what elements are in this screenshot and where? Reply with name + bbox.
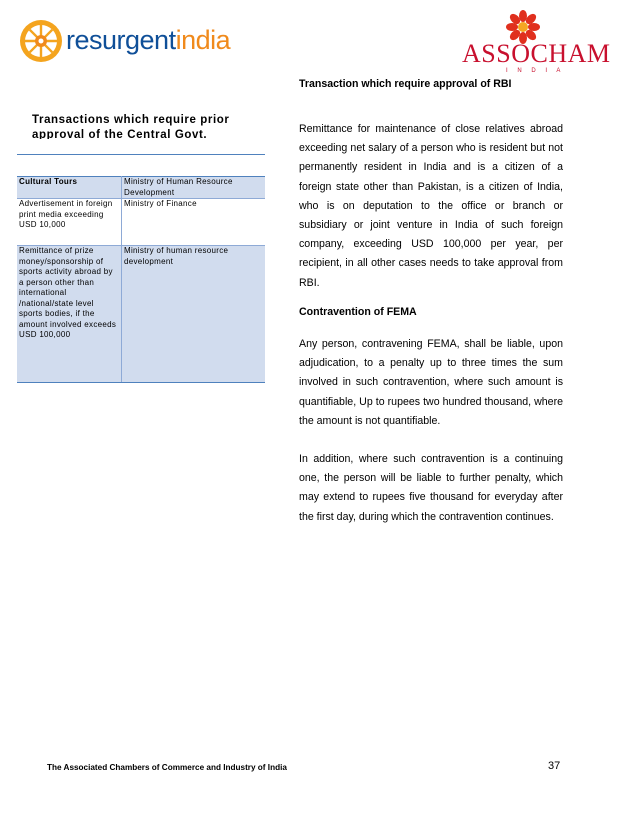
resurgentindia-logo xyxy=(18,18,231,64)
assocham-wordmark: ASSOCHAM xyxy=(462,39,611,68)
table-row xyxy=(17,246,265,383)
footer-organization-name: The Associated Chambers of Commerce and Industry of India xyxy=(47,763,287,772)
approval-table xyxy=(17,176,265,383)
assocham-subtext: I N D I A xyxy=(506,68,565,74)
brand-wordmark: resurgentindia xyxy=(66,25,231,55)
table-row xyxy=(17,199,265,246)
assocham-logo xyxy=(458,10,611,76)
sun-mandala-icon xyxy=(18,18,64,64)
table-cell-ministry: Ministry of Finance xyxy=(122,199,266,246)
rbi-approval-heading: Transaction which require approval of RBI xyxy=(299,78,512,90)
rbi-approval-paragraph: Remittance for maintenance of close relatives abroad exceeding net salary of a person who is resident but not permanently resident in India and is a citizen of a foreign state other than Pakistan, is a citizen of India, who is on deputation to the office or branch or subsidiary or joint venture in India of such foreign company, exceeding USD 100,000 per year, per recipient, in all other cases needs to take approval from RBI. xyxy=(299,123,563,289)
table-cell-ministry: Ministry of Human Resource Development xyxy=(122,177,266,199)
fema-paragraph-2: In addition, where such contravention is a continuing one, the person will be liable to further penalty, which may extend to rupees five thousand for everyday after the first day, during which the contravention continues. xyxy=(299,453,563,523)
fema-heading: Contravention of FEMA xyxy=(299,306,417,318)
heading-divider xyxy=(17,154,265,155)
table-cell-ministry: Ministry of human resource development xyxy=(122,246,266,383)
central-govt-heading: Transactions which require prior approval of the Central Govt. xyxy=(32,114,230,139)
page-number: 37 xyxy=(548,760,561,772)
table-row xyxy=(17,177,265,199)
fema-paragraph-1: Any person, contravening FEMA, shall be liable, upon adjudication, to a penalty up to three times the sum involved in such contravention, where such amount is quantifiable, Up to rupees two hundred thousand, where the amount is not quantifiable. xyxy=(299,338,563,427)
table-cell-activity: Advertisement in foreign print media exceeding USD 10,000 xyxy=(17,199,122,246)
table-cell-activity: Remittance of prize money/sponsorship of sports activity abroad by a person other than international /national/state level sports bodies, if the amount involved exceeds USD 100,000 xyxy=(17,246,122,383)
table-cell-activity: Cultural Tours xyxy=(17,177,122,199)
